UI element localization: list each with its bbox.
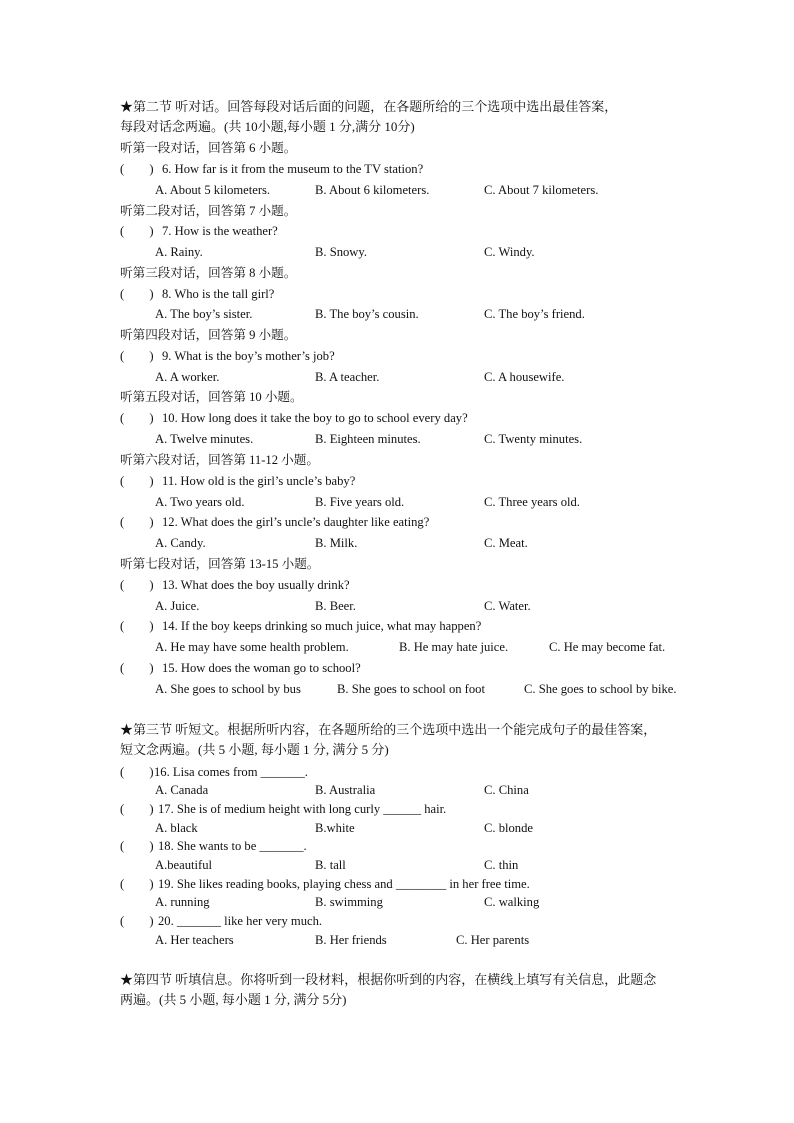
option-c: C. Three years old. — [484, 495, 580, 509]
option-b: B. He may hate juice. — [399, 640, 509, 654]
option-c: C. Twenty minutes. — [484, 432, 583, 446]
question-stem: 8. Who is the tall girl? — [162, 287, 275, 301]
group-heading: 听第七段对话，回答第 13-15 小题。 — [120, 557, 320, 571]
question-stem: 20. _______ like her very much. — [158, 914, 323, 928]
question-stem: 14. If the boy keeps drinking so much juice, what may happen? — [162, 619, 482, 633]
question-19 — [120, 876, 530, 892]
option-b: B. A teacher. — [315, 370, 380, 384]
answer-blank[interactable]: ( ) — [120, 224, 154, 238]
question-13 — [120, 577, 350, 593]
question-18 — [120, 838, 307, 854]
question-stem: 9. What is the boy’s mother’s job? — [162, 349, 335, 363]
answer-blank[interactable]: ( ) — [120, 162, 154, 176]
option-b: B. Australia — [315, 783, 376, 797]
answer-blank[interactable]: ( ) — [120, 802, 154, 816]
question-7 — [120, 223, 278, 239]
option-c: C. About 7 kilometers. — [484, 183, 599, 197]
option-a: A. running — [155, 895, 210, 909]
option-c: C. She goes to school by bike. — [524, 682, 677, 696]
option-c: C. China — [484, 783, 529, 797]
section2-title-line1: ★第二节 听对话。回答每段对话后面的问题，在各题所给的三个选项中选出最佳答案， — [120, 99, 618, 114]
option-b: B. Milk. — [315, 536, 358, 550]
option-b: B. tall — [315, 858, 346, 872]
group-heading: 听第二段对话，回答第 7 小题。 — [120, 204, 297, 218]
option-a: A. Two years old. — [155, 495, 245, 509]
question-stem: 13. What does the boy usually drink? — [162, 578, 350, 592]
answer-blank[interactable]: ( ) — [120, 515, 154, 529]
section4-title-line2: 两遍。(共 5 小题, 每小题 1 分, 满分 5分) — [120, 992, 347, 1007]
option-c: C. Water. — [484, 599, 531, 613]
answer-blank[interactable]: ( ) — [120, 474, 154, 488]
option-a: A. Rainy. — [155, 245, 203, 259]
option-c: C. The boy’s friend. — [484, 307, 585, 321]
question-17 — [120, 801, 446, 817]
option-b: B. About 6 kilometers. — [315, 183, 430, 197]
option-b: B. The boy’s cousin. — [315, 307, 419, 321]
option-c: C. A housewife. — [484, 370, 565, 384]
question-stem: 17. She is of medium height with long curly ______ hair. — [158, 802, 447, 816]
group-heading: 听第四段对话，回答第 9 小题。 — [120, 328, 297, 342]
answer-blank[interactable]: ( ) — [120, 411, 154, 425]
option-a: A. Candy. — [155, 536, 206, 550]
option-a: A. She goes to school by bus — [155, 682, 301, 696]
option-a: A. Canada — [155, 783, 209, 797]
section3-title-line1: ★第三节 听短文。根据所听内容，在各题所给的三个选项中选出一个能完成句子的最佳答案， — [120, 722, 657, 737]
option-a: A. About 5 kilometers. — [155, 183, 271, 197]
option-b: B. Beer. — [315, 599, 356, 613]
question-stem: 19. She likes reading books, playing chess and ________ in her free time. — [158, 877, 530, 891]
question-11 — [120, 473, 355, 489]
section2-title-line2: 每段对话念两遍。(共 10小题,每小题 1 分,满分 10分) — [120, 119, 415, 134]
answer-blank[interactable]: ( ) — [120, 661, 154, 675]
question-stem: 16. Lisa comes from _______. — [154, 765, 308, 779]
option-c: C. He may become fat. — [549, 640, 666, 654]
answer-blank[interactable]: ( ) — [120, 765, 154, 779]
option-b: B. Snowy. — [315, 245, 368, 259]
question-stem: 15. How does the woman go to school? — [162, 661, 361, 675]
question-15 — [120, 660, 361, 676]
question-stem: 18. She wants to be _______. — [158, 839, 307, 853]
option-b: B. Eighteen minutes. — [315, 432, 421, 446]
option-b: B. Her friends — [315, 933, 387, 947]
option-b: B. swimming — [315, 895, 383, 909]
question-10 — [120, 410, 468, 426]
answer-blank[interactable]: ( ) — [120, 914, 154, 928]
option-a: A. A worker. — [155, 370, 220, 384]
option-b: B. Five years old. — [315, 495, 405, 509]
group-heading: 听第三段对话，回答第 8 小题。 — [120, 266, 297, 280]
group-heading: 听第一段对话，回答第 6 小题。 — [120, 141, 297, 155]
question-stem: 7. How is the weather? — [162, 224, 278, 238]
answer-blank[interactable]: ( ) — [120, 349, 154, 363]
question-9 — [120, 348, 335, 364]
question-stem: 12. What does the girl’s uncle’s daughter like eating? — [162, 515, 430, 529]
question-stem: 6. How far is it from the museum to the TV station? — [162, 162, 424, 176]
group-heading: 听第五段对话，回答第 10 小题。 — [120, 390, 303, 404]
section3-title-line2: 短文念两遍。(共 5 小题, 每小题 1 分, 满分 5 分) — [120, 742, 389, 757]
answer-blank[interactable]: ( ) — [120, 619, 154, 633]
option-c: C. thin — [484, 858, 519, 872]
option-a: A. He may have some health problem. — [155, 640, 349, 654]
option-b: B.white — [315, 821, 355, 835]
option-a: A. The boy’s sister. — [155, 307, 253, 321]
option-c: C. blonde — [484, 821, 533, 835]
question-stem: 10. How long does it take the boy to go to school every day? — [162, 411, 468, 425]
option-c: C. walking — [484, 895, 540, 909]
question-6 — [120, 161, 423, 177]
option-a: A. Her teachers — [155, 933, 234, 947]
option-a: A.beautiful — [155, 858, 213, 872]
option-a: A. Juice. — [155, 599, 200, 613]
question-12 — [120, 514, 429, 530]
option-c: C. Meat. — [484, 536, 528, 550]
section4-title-line1: ★第四节 听填信息。你将听到一段材料，根据你听到的内容，在横线上填写有关信息，此题念 — [120, 972, 657, 987]
option-a: A. Twelve minutes. — [155, 432, 254, 446]
group-heading: 听第六段对话，回答第 11-12 小题。 — [120, 453, 319, 467]
question-20 — [120, 913, 322, 929]
option-a: A. black — [155, 821, 198, 835]
answer-blank[interactable]: ( ) — [120, 578, 154, 592]
question-8 — [120, 286, 274, 302]
question-14 — [120, 618, 481, 634]
option-b: B. She goes to school on foot — [337, 682, 485, 696]
option-c: C. Her parents — [456, 933, 530, 947]
question-stem: 11. How old is the girl’s uncle’s baby? — [162, 474, 356, 488]
answer-blank[interactable]: ( ) — [120, 877, 154, 891]
answer-blank[interactable]: ( ) — [120, 839, 154, 853]
answer-blank[interactable]: ( ) — [120, 287, 154, 301]
question-16 — [120, 764, 308, 780]
option-c: C. Windy. — [484, 245, 535, 259]
